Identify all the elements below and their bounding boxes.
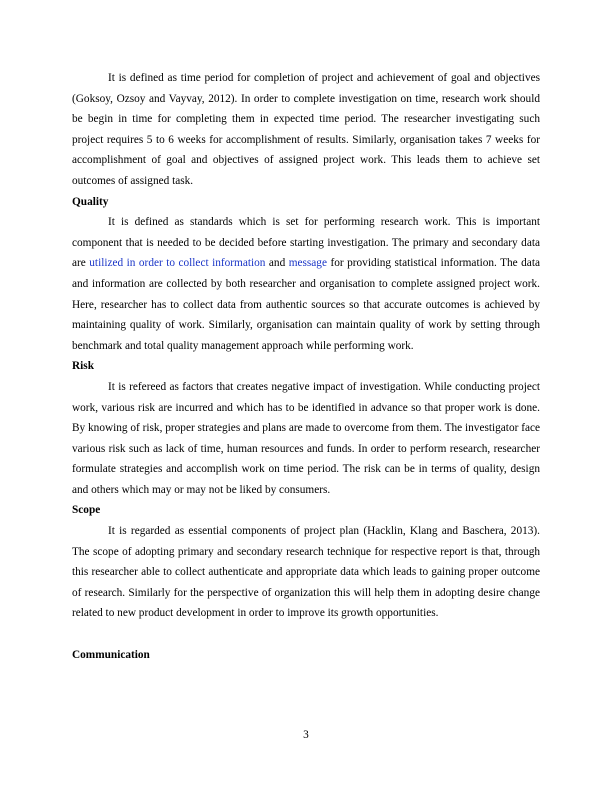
paragraph-time: It is defined as time period for completion of project and achievement of goal and objectives (Goksoy, Ozsoy and Vayvay, 2012). In order to complete investigation on time, research work should be begin in time for completing them in expected time period. The researcher investigating such project requires 5 to 6 weeks for accomplishment of results. Similarly, organisation takes 7 weeks for accomplishment of goal and objectives of assigned project work. This leads them to achieve set outcomes of assigned task. — [72, 72, 540, 187]
paragraph-risk: It is refereed as factors that creates negative impact of investigation. While conducting project work, various risk are incurred and which has to be identified in advance so that proper work is done. By knowing of risk, proper strategies and plans are made to overcome from them. The investigator face various risk such as lack of time, human resources and funds. In order to perform research, researcher formulate strategies and accomplish work on time period. The risk can be in terms of quality, design and others which may or may not be liked by consumers. — [72, 380, 540, 496]
heading-communication: Communication — [72, 648, 150, 661]
quality-text-3: for providing statistical information. The data and information are collected by both researcher and organisation to complete assigned project work. Here, researcher has to collect data from authentic sources so that accurate outcomes is achieved by maintaining quality of work. Similarly, organisation can maintain quality of work by setting through benchmark and total quality management approach while performing work. — [72, 257, 540, 352]
link-message[interactable]: message — [288, 257, 327, 270]
page-number: 3 — [303, 729, 309, 741]
heading-risk: Risk — [72, 360, 94, 373]
quality-text-1: It is defined as standards which is set for performing research work. This is important component that is needed to be decided before starting investigation. The primary and secondary data are — [72, 216, 540, 270]
heading-scope: Scope — [72, 504, 101, 517]
quality-text-2: and — [265, 257, 289, 270]
heading-quality: Quality — [72, 195, 109, 208]
paragraph-quality — [72, 212, 540, 356]
paragraph-scope: It is regarded as essential components of project plan (Hacklin, Klang and Baschera, 2013). The scope of adopting primary and secondary research technique for respective report is that, through this researcher able to collect authenticate and appropriate data which leads to gaining proper outcome of research. Similarly for the perspective of organization this will help them in adopting desire change related to new product development in order to improve its growth opportunities. — [72, 525, 540, 620]
link-utilized-collect-information[interactable]: utilized in order to collect information — [89, 257, 266, 270]
document-page — [72, 68, 540, 665]
